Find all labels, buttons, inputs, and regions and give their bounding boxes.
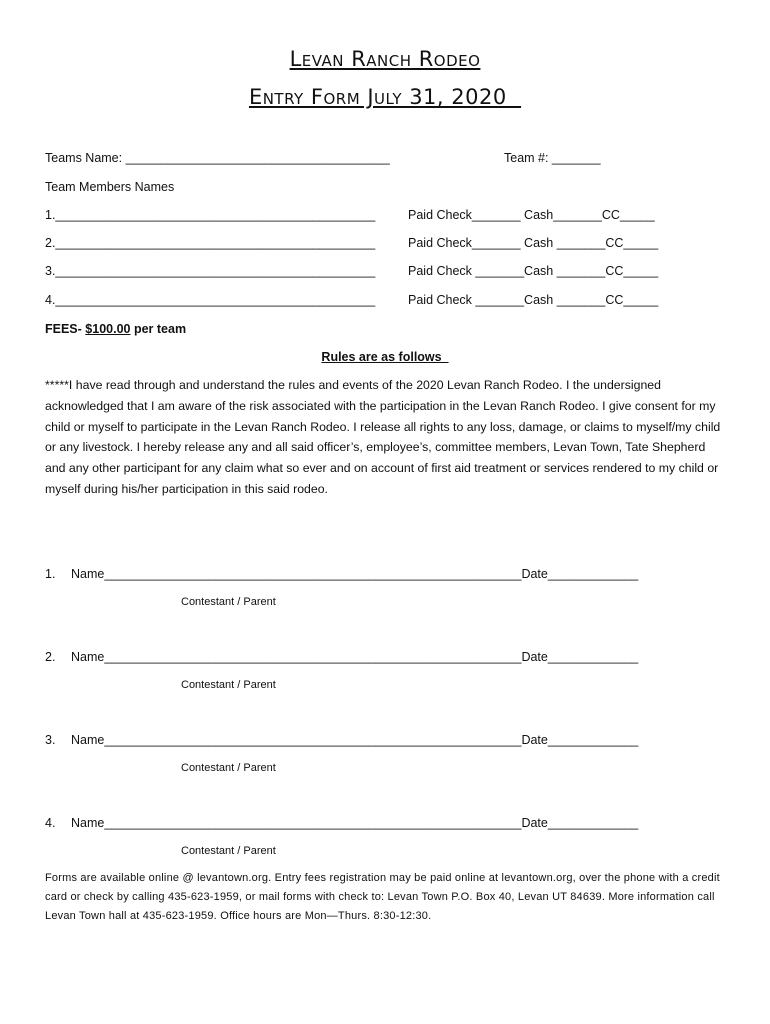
form-title: Levan Ranch Rodeo	[289, 47, 481, 71]
signature-number-2: 2.	[45, 650, 56, 664]
rules-heading: Rules are as follows	[321, 350, 449, 364]
footer-info: Forms are available online @ levantown.org. Entry fees registration may be paid online at levantown.org, over the phone with a credit card or check by calling 435-623-1959, or mail forms with check to: Levan Town P.O. Box 40, Levan UT 84639. More information call Levan Town hall at 435-623-1959. Office hours are Mon—Thurs. 8:30-12:30.	[45, 872, 720, 922]
member-payment-2[interactable]: Paid Check_______ Cash _______CC_____	[408, 236, 659, 250]
signature-number-3: 3.	[45, 733, 56, 747]
signature-caption-3: Contestant / Parent	[181, 762, 276, 774]
member-line-3[interactable]: 3.______________________________________________	[45, 264, 376, 278]
team-number-field[interactable]: Team #: _______	[504, 151, 601, 165]
member-payment-1[interactable]: Paid Check_______ Cash_______CC_____	[408, 208, 655, 222]
signature-caption-1: Contestant / Parent	[181, 596, 276, 608]
rules-body: *****I have read through and understand the rules and events of the 2020 Levan Ranch Rodeo. I the undersigned acknowledged that I am aware of the risk associated with the participation in the Levan Ranch Rodeo. I give consent for my child or myself to participate in the Levan Ranch Rodeo. I release all rights to any loss, damage, or claims to myself/my child or any livestock. I hereby release any and all said officer’s, employee’s, committee members, Levan Town, Tate Shepherd and any other participant for any claim what so ever and on account of first aid treatment or services rendered to my child or myself during his/her participation in this said rodeo.	[45, 378, 721, 496]
signature-caption-2: Contestant / Parent	[181, 679, 276, 691]
signature-name-line-1[interactable]: Name____________________________________________________________Date_____________	[71, 567, 639, 581]
signature-name-line-3[interactable]: Name____________________________________________________________Date_____________	[71, 733, 639, 747]
member-line-2[interactable]: 2.______________________________________________	[45, 236, 376, 250]
fees-suffix: per team	[130, 322, 187, 336]
member-payment-3[interactable]: Paid Check _______Cash _______CC_____	[408, 264, 659, 278]
signature-name-line-2[interactable]: Name____________________________________________________________Date_____________	[71, 650, 639, 664]
signature-caption-4: Contestant / Parent	[181, 845, 276, 857]
signature-name-line-4[interactable]: Name____________________________________________________________Date_____________	[71, 816, 639, 830]
signature-number-1: 1.	[45, 567, 56, 581]
signature-number-4: 4.	[45, 816, 56, 830]
member-payment-4[interactable]: Paid Check _______Cash _______CC_____	[408, 293, 659, 307]
team-name-field[interactable]: Teams Name: ______________________________________	[45, 151, 390, 165]
team-members-heading: Team Members Names	[45, 180, 175, 194]
fees-amount: $100.00	[85, 322, 131, 336]
member-line-1[interactable]: 1.______________________________________________	[45, 208, 376, 222]
member-line-4[interactable]: 4.______________________________________________	[45, 293, 376, 307]
fees-prefix: FEES-	[45, 322, 86, 336]
fees-line	[45, 322, 186, 336]
form-subtitle: Entry Form July 31, 2020	[248, 85, 522, 109]
